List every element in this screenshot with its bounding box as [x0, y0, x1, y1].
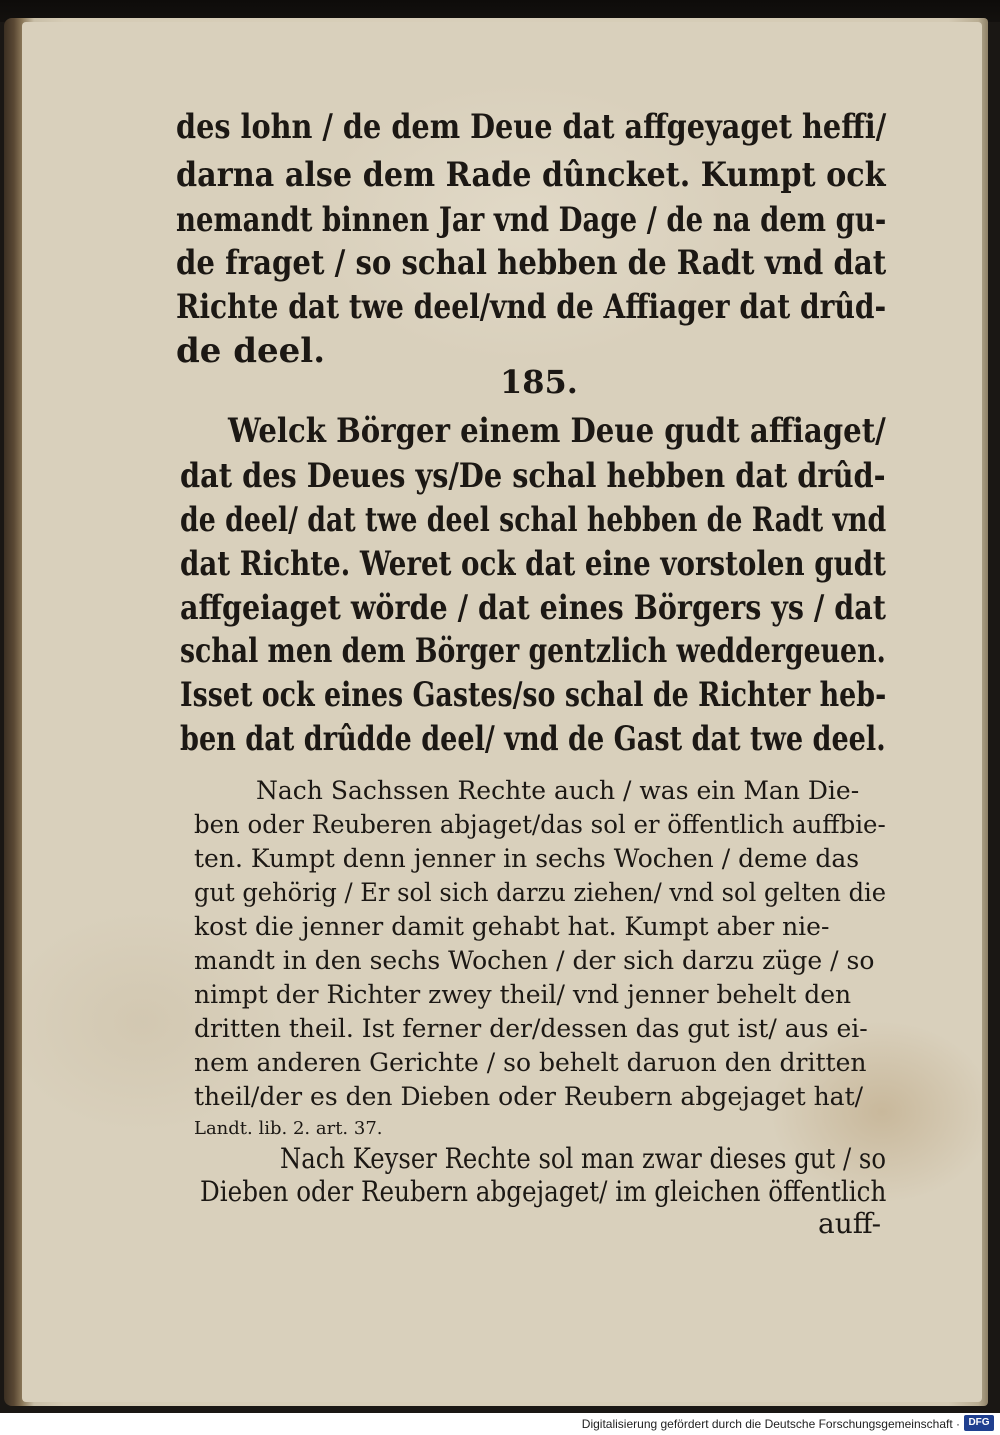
text-line: dritten theil. Ist ferner der/dessen das gut ist/ aus ei- [194, 1014, 868, 1043]
text-line: ben oder Reuberen abjaget/das sol er öffentlich auffbie- [194, 810, 886, 839]
text-line: dat des Deues ys/De schal hebben dat drûd- [180, 456, 886, 496]
text-line: nemandt binnen Jar vnd Dage / de na dem gu- [176, 200, 887, 240]
text-line: Richte dat twe deel/vnd de Affiager dat drûd- [176, 287, 887, 327]
text-line: nimpt der Richter zwey theil/ vnd jenner behelt den [194, 980, 852, 1009]
text-line: kost die jenner damit gehabt hat. Kumpt aber nie- [194, 912, 830, 941]
dfg-logo: DFG [964, 1415, 994, 1431]
text-line: mandt in den sechs Wochen / der sich darzu züge / so [194, 946, 875, 975]
text-line: de fraget / so schal hebben de Radt vnd dat [176, 243, 887, 283]
text-line: schal men dem Börger gentzlich weddergeuen. [180, 631, 886, 671]
citation-reference: Landt. lib. 2. art. 37. [194, 1118, 383, 1139]
text-line: Welck Börger einem Deue gudt affiaget/ [228, 411, 886, 451]
text-line: darna alse dem Rade dûncket. Kumpt ock [176, 155, 886, 195]
text-line: Dieben oder Reubern abgejaget/ im gleichen öffentlich [200, 1175, 887, 1208]
text-line: Isset ock eines Gastes/so schal de Richter heb- [180, 675, 887, 715]
text-line: affgeiaget wörde / dat eines Börgers ys / dat [180, 588, 886, 628]
text-line: Nach Keyser Rechte sol man zwar dieses gut / so [280, 1142, 886, 1175]
text-line: Nach Sachssen Rechte auch / was ein Man Die- [256, 776, 860, 805]
text-line: gut gehörig / Er sol sich darzu ziehen/ vnd sol gelten die [194, 878, 887, 907]
catchword: auff- [818, 1207, 882, 1240]
text-line: dat Richte. Weret ock dat eine vorstolen gudt [180, 544, 886, 584]
text-line: ten. Kumpt denn jenner in sechs Wochen / deme das [194, 844, 860, 873]
text-line: de deel. [176, 331, 326, 371]
text-line: nem anderen Gerichte / so behelt daruon den dritten [194, 1048, 867, 1077]
text-line: des lohn / de dem Deue dat affgeyaget heffi/ [176, 107, 887, 147]
text-line: ben dat drûdde deel/ vnd de Gast dat twe deel. [180, 719, 886, 759]
text-line: theil/der es den Dieben oder Reubern abgejaget hat/ [194, 1082, 864, 1111]
page-number: 185. [500, 363, 578, 401]
text-line: de deel/ dat twe deel schal hebben de Radt vnd [180, 500, 887, 540]
footer-bar [0, 1413, 1000, 1435]
funding-credit: Digitalisierung gefördert durch die Deutsche Forschungsgemeinschaft · [581, 1417, 960, 1431]
